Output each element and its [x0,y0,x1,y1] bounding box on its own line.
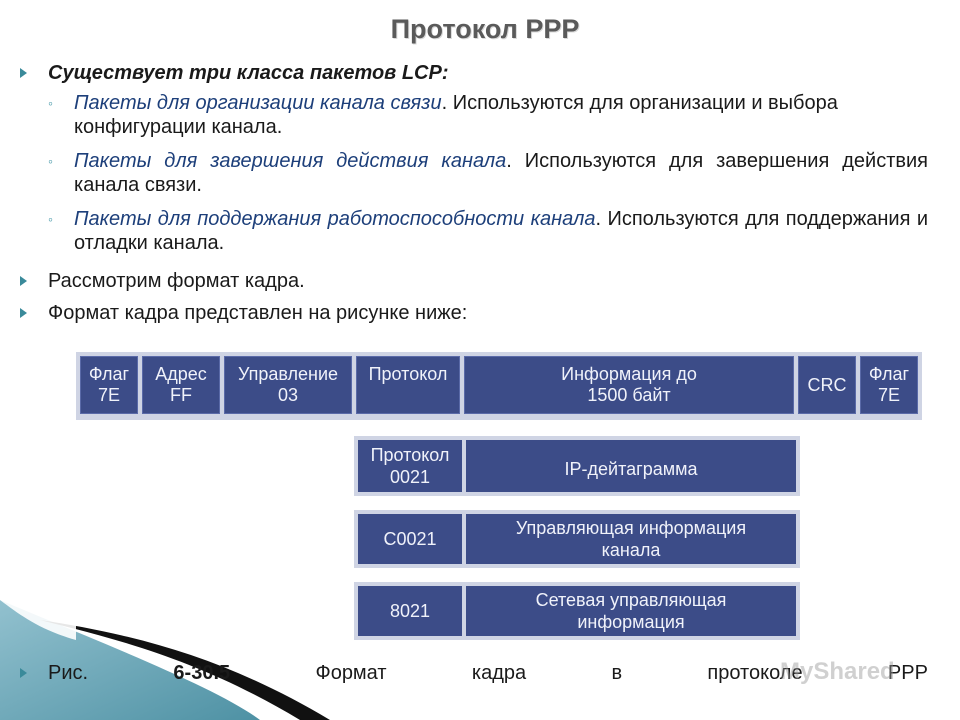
frame-cell-address: Адрес FF [142,356,220,414]
frame-cell-information: Информация до 1500 байт [464,356,794,414]
decorative-swoosh [0,560,960,720]
sub-bullet-1-text: . Используются для организации и выбора конфигурации канала. [74,92,838,138]
protocol-row-ip [354,436,800,496]
frame-cell-protocol: Протокол [356,356,460,414]
sub-bullet-circle-icon: ◦ [48,211,53,227]
protocol-code-cell: C0021 [358,514,462,564]
protocol-desc-cell: IP-дейтаграмма [466,440,796,492]
frame-cell-flag-end: Флаг 7E [860,356,918,414]
slide-title: Протокол PPP [390,14,580,44]
frame-cell-flag-start: Флаг 7E [80,356,138,414]
frame-cell-crc: CRC [798,356,856,414]
protocol-code-cell: Протокол 0021 [358,440,462,492]
protocol-code-cell: 8021 [358,586,462,636]
bullet-frame-figure: Формат кадра представлен на рисунке ниже: [48,302,468,324]
figure-caption: Рис. 6-30.5 Формат кадра в протоколе PPP [48,662,928,684]
ppp-frame-diagram [76,352,922,420]
protocol-desc-cell: Сетевая управляющая информация [466,586,796,636]
watermark: MyShared [780,658,895,685]
sub-bullet-3-text: . Используются для поддержания и отладки канала. [74,208,928,254]
sub-bullet-3-italic: Пакеты для поддержания работоспособности канала [74,208,596,230]
bullet-arrow-icon [20,68,27,78]
bullet-arrow-icon [20,276,27,286]
sub-bullet-2-italic: Пакеты для завершения действия канала [74,150,507,172]
frame-cell-control: Управление 03 [224,356,352,414]
sub-bullet-circle-icon: ◦ [48,153,53,169]
sub-bullet-2 [48,149,928,197]
sub-bullet-1-italic: Пакеты для организации канала связи [74,92,442,114]
sub-bullet-circle-icon: ◦ [48,95,53,111]
bullet-lcp-classes: Существует три класса пакетов LCP: [48,62,449,84]
bullet-arrow-icon [20,308,27,318]
sub-bullet-1 [48,91,928,139]
sub-bullet-3 [48,207,928,255]
sub-bullet-2-text: . Используются для завершения действия канала связи. [74,150,928,196]
bullet-arrow-icon [20,668,27,678]
bullet-frame-intro: Рассмотрим формат кадра. [48,270,305,292]
protocol-desc-cell: Управляющая информация канала [466,514,796,564]
